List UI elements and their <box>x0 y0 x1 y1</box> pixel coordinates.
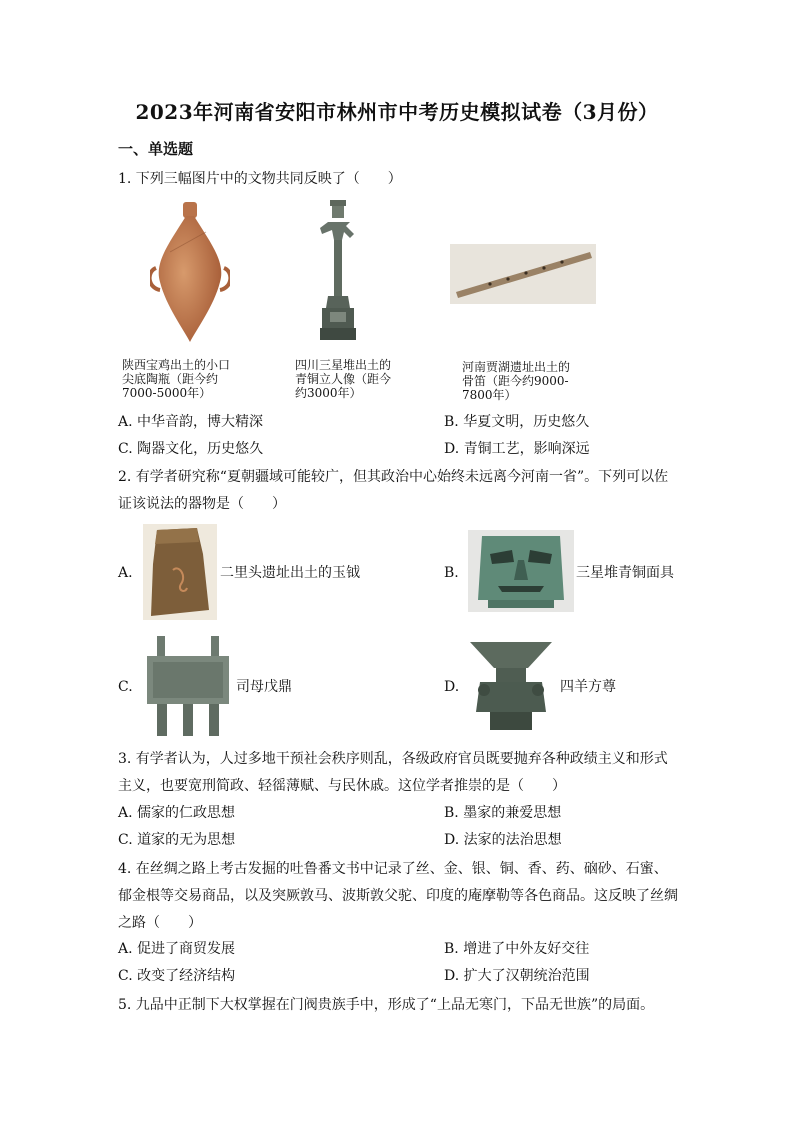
q1-caption-1-line-1: 陕西宝鸡出土的小口 <box>122 358 231 372</box>
simuwu-ding-image <box>143 634 233 738</box>
q1-caption-3-line-3: 7800年） <box>462 388 517 402</box>
question-5-stem-line-1: 5. 九品中正制下大权掌握在门阀贵族手中，形成了“上品无寒门，下品无世族”的局面。 <box>118 997 655 1013</box>
page-title: 2023年河南省安阳市林州市中考历史模拟试卷（3月份） <box>135 100 659 124</box>
four-ram-square-zun-image <box>466 638 556 734</box>
q1-option-c[interactable]: C. 陶器文化，历史悠久 <box>118 441 264 457</box>
q1-option-b[interactable]: B. 华夏文明，历史悠久 <box>444 414 590 430</box>
pottery-bottle-image <box>150 202 230 344</box>
q1-caption-3-line-1: 河南贾湖遗址出土的 <box>462 360 571 374</box>
question-2-stem-line-1: 2. 有学者研究称“夏朝疆域可能较广，但其政治中心始终未远离今河南一省”。下列可以佐 <box>118 469 669 485</box>
q1-option-a[interactable]: A. 中华音韵，博大精深 <box>118 414 264 430</box>
question-3-stem-line-2: 主义，也要宽刑简政、轻徭薄赋、与民休戚。这位学者推崇的是（ ） <box>118 778 566 794</box>
question-1-stem: 1. 下列三幅图片中的文物共同反映了（ ） <box>118 171 402 187</box>
q2-option-a-label[interactable]: 二里头遗址出土的玉钺 <box>220 565 360 581</box>
question-4-stem-line-3: 之路（ ） <box>118 915 202 931</box>
q1-caption-3-line-2: 骨笛（距今约9000- <box>462 374 569 388</box>
q1-caption-2-line-2: 青铜立人像（距今 <box>295 372 392 386</box>
q2-option-d-letter[interactable]: D. <box>444 679 460 695</box>
q3-option-a[interactable]: A. 儒家的仁政思想 <box>118 805 236 821</box>
q1-caption-1-line-2: 尖底陶瓶（距今约 <box>122 372 219 386</box>
q4-option-b[interactable]: B. 增进了中外友好交往 <box>444 941 590 957</box>
jade-axe-image <box>143 524 217 620</box>
q4-option-d[interactable]: D. 扩大了汉朝统治范围 <box>444 968 590 984</box>
question-2-stem-line-2: 证该说法的器物是（ ） <box>118 496 286 512</box>
q2-option-c-letter[interactable]: C. <box>118 679 133 695</box>
section-heading: 一、单选题 <box>118 140 194 158</box>
q4-option-a[interactable]: A. 促进了商贸发展 <box>118 941 236 957</box>
q2-option-d-label[interactable]: 四羊方尊 <box>560 679 616 695</box>
q1-caption-2-line-1: 四川三星堆出土的 <box>295 358 392 372</box>
question-4-stem-line-2: 郁金根等交易商品，以及突厥敦马、波斯敦父驼、印度的庵摩勒等各色商品。这反映了丝绸 <box>118 888 678 904</box>
q1-option-d[interactable]: D. 青铜工艺，影响深远 <box>444 441 590 457</box>
q2-option-a-letter[interactable]: A. <box>118 565 133 581</box>
q1-caption-1-line-3: 7000-5000年） <box>122 386 212 400</box>
bronze-standing-figure-image <box>310 200 366 342</box>
bronze-mask-image <box>468 530 574 612</box>
q1-caption-2 <box>295 358 391 400</box>
q2-option-b-letter[interactable]: B. <box>444 565 459 581</box>
q3-option-b[interactable]: B. 墨家的兼爱思想 <box>444 805 562 821</box>
question-3-stem-line-1: 3. 有学者认为，人过多地干预社会秩序则乱，各级政府官员既要抛弃各种政绩主义和形式 <box>118 751 668 767</box>
q1-caption-1 <box>122 358 230 400</box>
q1-caption-2-line-3: 约3000年） <box>295 386 362 400</box>
q2-option-c-label[interactable]: 司母戊鼎 <box>236 679 292 695</box>
q1-caption-3 <box>462 360 570 402</box>
q4-option-c[interactable]: C. 改变了经济结构 <box>118 968 236 984</box>
q3-option-c[interactable]: C. 道家的无为思想 <box>118 832 236 848</box>
q3-option-d[interactable]: D. 法家的法治思想 <box>444 832 562 848</box>
bone-flute-image <box>450 244 596 304</box>
question-4-stem-line-1: 4. 在丝绸之路上考古发掘的吐鲁番文书中记录了丝、金、银、铜、香、药、硇砂、石蜜、 <box>118 861 668 877</box>
q2-option-b-label[interactable]: 三星堆青铜面具 <box>576 565 674 581</box>
